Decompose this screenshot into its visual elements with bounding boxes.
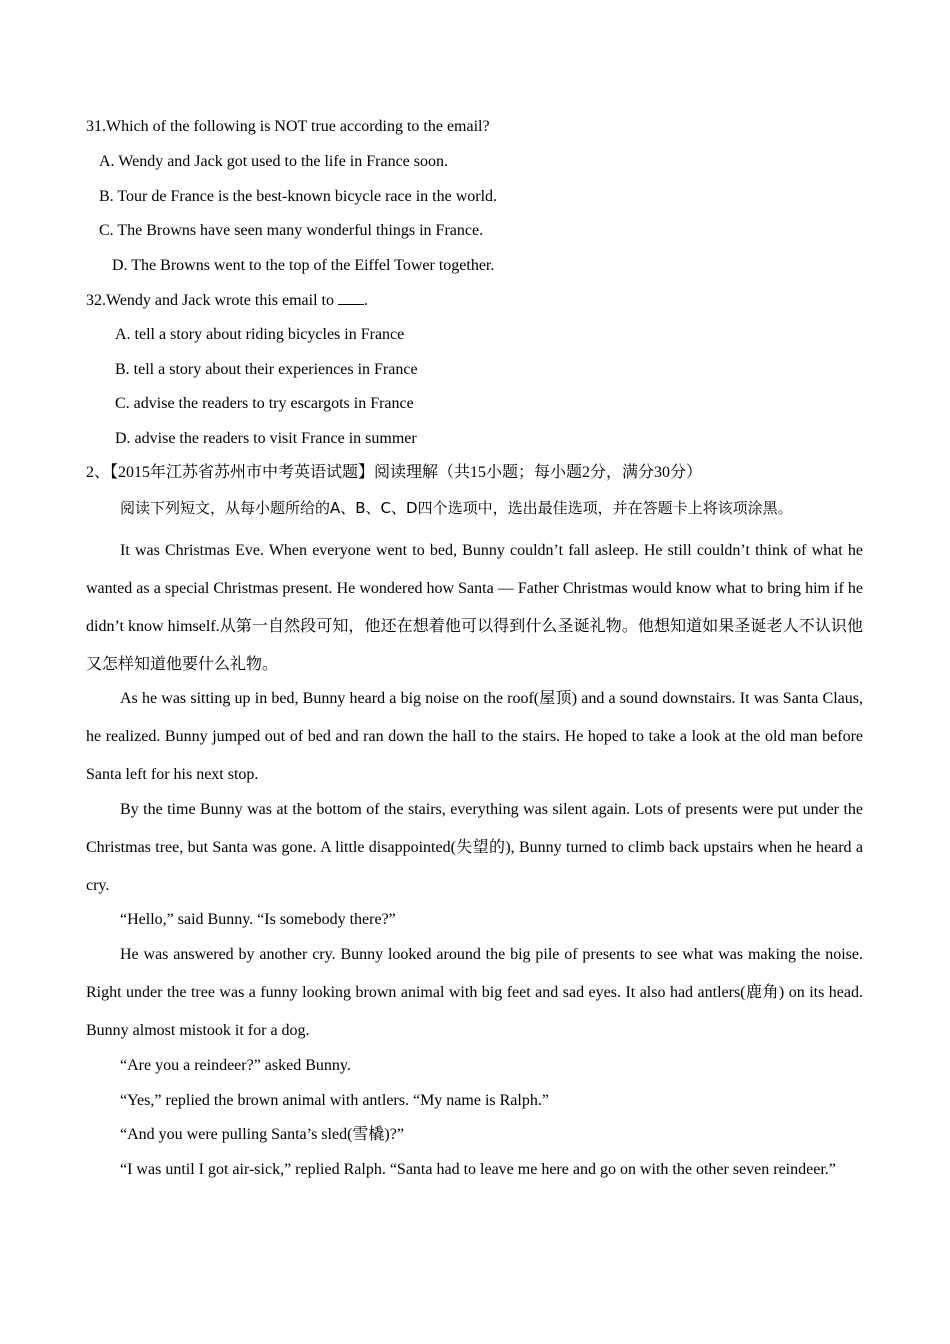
question-32-stem-text: 32.Wendy and Jack wrote this email to (86, 292, 338, 309)
passage-paragraph-3: By the time Bunny was at the bottom of the stairs, everything was silent again. Lots of presents were put under the Christmas tree, but Santa was gone. A little disappointed(失望的), Bunny turned to climb back upstairs when he heard a cry. (86, 801, 863, 894)
question-31-option-a: A. Wendy and Jack got used to the life in France soon. (99, 153, 449, 170)
question-32-stem (86, 290, 368, 311)
question-32-option-d: D. advise the readers to visit France in summer (115, 430, 417, 447)
question-31-option-c: C. The Browns have seen many wonderful things in France. (99, 222, 484, 239)
passage-paragraph-8: “And you were pulling Santa’s sled(雪橇)?” (120, 1126, 404, 1143)
passage-paragraph-1: It was Christmas Eve. When everyone went to bed, Bunny couldn’t fall asleep. He still couldn’t think of what he wanted as a special Christmas present. He wondered how Santa — Father Christmas would know what to bring him if he didn’t know himself.从第一自然段可知，他还在想着他可以得到什么圣诞礼物。他想知道如果圣诞老人不认识他又怎样知道他要什么礼物。 (86, 542, 863, 673)
passage-paragraph-2: As he was sitting up in bed, Bunny heard a big noise on the roof(屋顶) and a sound downstairs. It was Santa Claus, he realized. Bunny jumped out of bed and ran down the hall to the stairs. He hoped to take a look at the old man before Santa left for his next stop. (86, 690, 863, 783)
question-32-stem-end: . (363, 292, 368, 309)
question-32-option-a: A. tell a story about riding bicycles in France (115, 326, 405, 343)
question-31-option-d: D. The Browns went to the top of the Eiffel Tower together. (112, 257, 495, 274)
passage-paragraph-9: “I was until I got air-sick,” replied Ralph. “Santa had to leave me here and go on with the other seven reindeer.” (120, 1161, 836, 1178)
question-32-option-b: B. tell a story about their experiences in France (115, 361, 418, 378)
section-heading: 2、【2015年江苏省苏州市中考英语试题】阅读理解（共15小题；每小题2分，满分30分） (86, 464, 703, 481)
section-instruction: 阅读下列短文，从每小题所给的A、B、C、D四个选项中，选出最佳选项，并在答题卡上将该项涂黑。 (120, 499, 793, 517)
passage-paragraph-6: “Are you a reindeer?” asked Bunny. (120, 1057, 351, 1074)
passage-paragraph-7: “Yes,” replied the brown animal with antlers. “My name is Ralph.” (120, 1092, 549, 1109)
question-31-stem: 31.Which of the following is NOT true according to the email? (86, 118, 490, 135)
question-32-option-c: C. advise the readers to try escargots in France (115, 395, 414, 412)
question-31-option-b: B. Tour de France is the best-known bicycle race in the world. (99, 188, 498, 205)
passage-paragraph-4: “Hello,” said Bunny. “Is somebody there?” (120, 911, 396, 928)
passage-paragraph-5: He was answered by another cry. Bunny looked around the big pile of presents to see what was making the noise. Right under the tree was a funny looking brown animal with big feet and sad eyes. It also had antlers(鹿角) on its head. Bunny almost mistook it for a dog. (86, 946, 863, 1039)
answer-blank (338, 290, 364, 305)
